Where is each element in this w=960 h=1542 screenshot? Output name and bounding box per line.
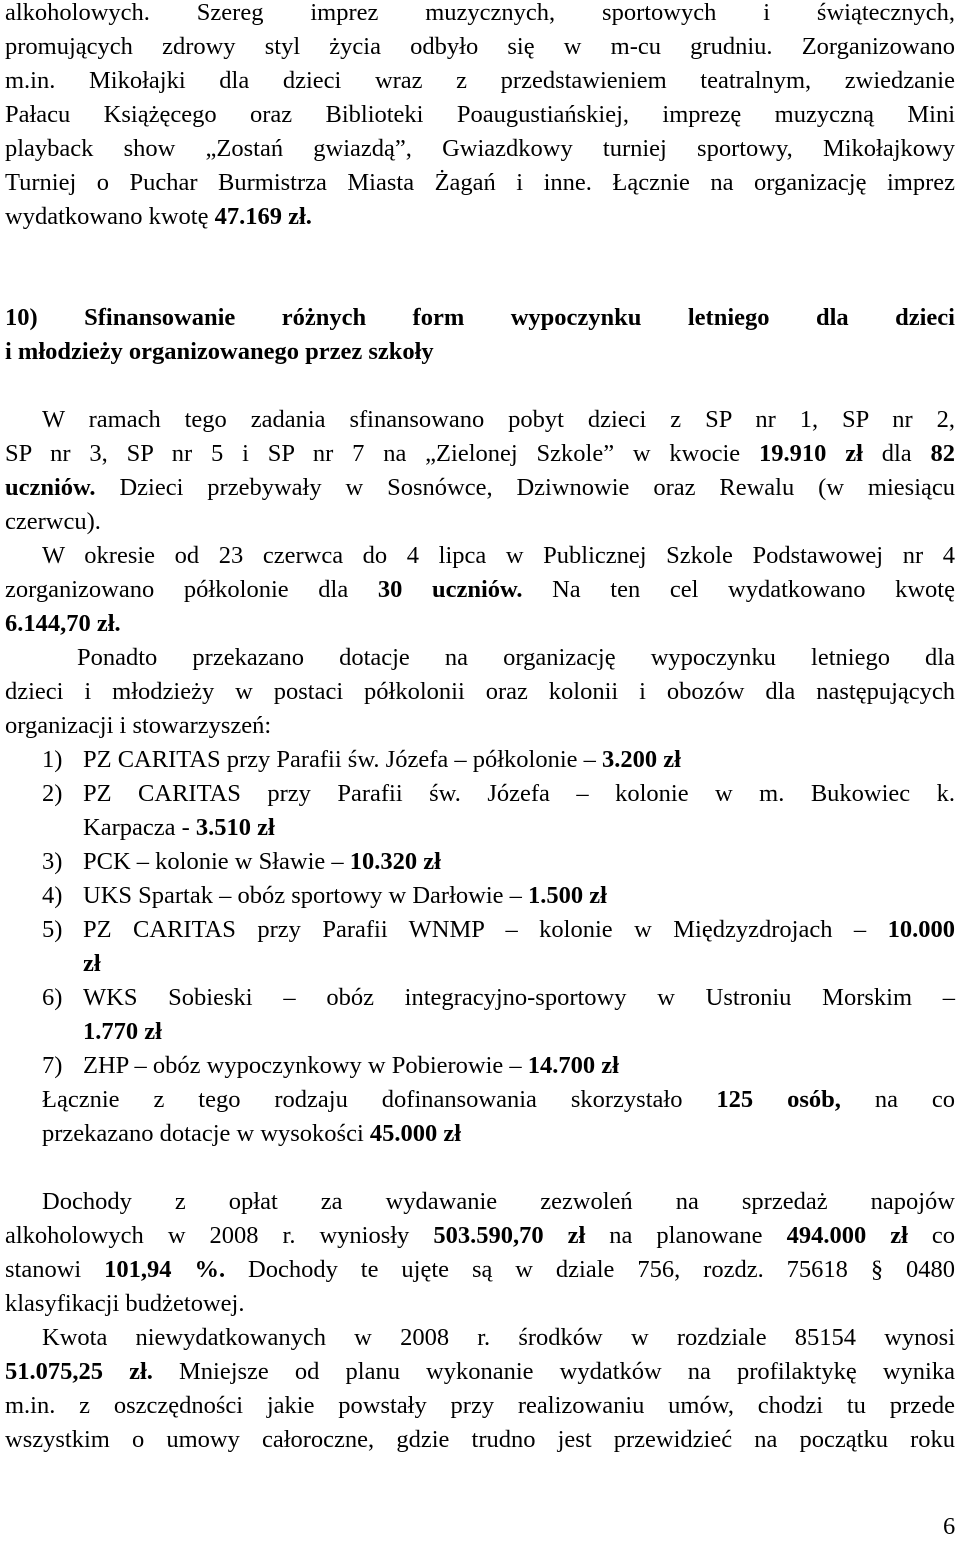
list-item: ZHP – obóz wypoczynkowy w Pobierowie – 14.700 zł	[83, 1052, 619, 1079]
paragraph-line: uczniów. Dzieci przebywały w Sosnówce, Dziwnowie oraz Rewalu (w miesiącu	[5, 474, 955, 501]
list-item-continued: 1.770 zł	[83, 1018, 162, 1045]
section-heading-line: i młodzieży organizowanego przez szkoły	[5, 338, 434, 365]
paragraph-line: organizacji i stowarzyszeń:	[5, 712, 272, 739]
list-item: PCK – kolonie w Sławie – 10.320 zł	[83, 848, 441, 875]
paragraph-line: wydatkowano kwotę 47.169 zł.	[5, 203, 312, 230]
paragraph-line: dzieci i młodzieży w postaci półkolonii oraz kolonii i obozów dla następujących	[5, 678, 955, 705]
paragraph-line: Ponadto przekazano dotacje na organizację wypoczynku letniego dla	[77, 644, 955, 671]
paragraph-line: Pałacu Książęcego oraz Biblioteki Poaugustiańskiej, imprezę muzyczną Mini	[5, 101, 955, 128]
amount-total-events: 47.169 zł.	[214, 203, 312, 230]
paragraph-line: W okresie od 23 czerwca do 4 lipca w Publicznej Szkole Podstawowej nr 4	[42, 542, 955, 569]
list-number: 5)	[42, 916, 63, 943]
list-item: WKS Sobieski – obóz integracyjno-sportowy w Ustroniu Morskim –	[83, 984, 955, 1011]
paragraph-line: SP nr 3, SP nr 5 i SP nr 7 na „Zielonej Szkole” w kwocie 19.910 zł dla 82	[5, 440, 955, 467]
list-number: 6)	[42, 984, 63, 1011]
paragraph-line: m.in. z oszczędności jakie powstały przy realizowaniu umów, chodzi tu przede	[5, 1392, 955, 1419]
summary-line: Łącznie z tego rodzaju dofinansowania skorzystało 125 osób, na co	[42, 1086, 955, 1113]
list-number: 1)	[42, 746, 63, 773]
paragraph-line: zorganizowano półkolonie dla 30 uczniów. Na ten cel wydatkowano kwotę	[5, 576, 955, 603]
page-number: 6	[943, 1513, 956, 1540]
list-number: 2)	[42, 780, 63, 807]
paragraph-line: m.in. Mikołajki dla dzieci wraz z przedstawieniem teatralnym, zwiedzanie	[5, 67, 955, 94]
paragraph-line: promujących zdrowy styl życia odbyło się w m-cu grudniu. Zorganizowano	[5, 33, 955, 60]
list-number: 4)	[42, 882, 63, 909]
list-item: PZ CARITAS przy Parafii WNMP – kolonie w Międzyzdrojach – 10.000	[83, 916, 955, 943]
paragraph-line: alkoholowych. Szereg imprez muzycznych, sportowych i świątecznych,	[5, 0, 955, 26]
paragraph-line: 51.075,25 zł. Mniejsze od planu wykonanie wydatków na profilaktykę wynika	[5, 1358, 955, 1385]
list-number: 3)	[42, 848, 63, 875]
paragraph-line: W ramach tego zadania sfinansowano pobyt dzieci z SP nr 1, SP nr 2,	[42, 406, 955, 433]
paragraph-line: klasyfikacji budżetowej.	[5, 1290, 245, 1317]
list-item: PZ CARITAS przy Parafii św. Józefa – kolonie w m. Bukowiec k.	[83, 780, 955, 807]
paragraph-line: czerwcu).	[5, 508, 101, 535]
list-item: UKS Spartak – obóz sportowy w Darłowie – 1.500 zł	[83, 882, 607, 909]
list-item: PZ CARITAS przy Parafii św. Józefa – półkolonie – 3.200 zł	[83, 746, 681, 773]
paragraph-line: Turniej o Puchar Burmistrza Miasta Żagań i inne. Łącznie na organizację imprez	[5, 169, 955, 196]
paragraph-line: Dochody z opłat za wydawanie zezwoleń na sprzedaż napojów	[42, 1188, 955, 1215]
paragraph-line: alkoholowych w 2008 r. wyniosły 503.590,70 zł na planowane 494.000 zł co	[5, 1222, 956, 1249]
section-heading-line: 10) Sfinansowanie różnych form wypoczynku letniego dla dzieci	[5, 304, 955, 331]
list-item-continued: Karpacza - 3.510 zł	[83, 814, 275, 841]
paragraph-line: Kwota niewydatkowanych w 2008 r. środków w rozdziale 85154 wynosi	[42, 1324, 955, 1351]
summary-line: przekazano dotacje w wysokości 45.000 zł	[42, 1120, 462, 1147]
paragraph-line: 6.144,70 zł.	[5, 610, 121, 637]
paragraph-line: stanowi 101,94 %. Dochody te ujęte są w dziale 756, rozdz. 75618 § 0480	[5, 1256, 955, 1283]
paragraph-line: playback show „Zostań gwiazdą”, Gwiazdkowy turniej sportowy, Mikołajkowy	[5, 135, 955, 162]
list-number: 7)	[42, 1052, 63, 1079]
list-item-continued: zł	[83, 950, 101, 977]
paragraph-line: wszystkim o umowy całoroczne, gdzie trudno jest przewidzieć na początku roku	[5, 1426, 955, 1453]
